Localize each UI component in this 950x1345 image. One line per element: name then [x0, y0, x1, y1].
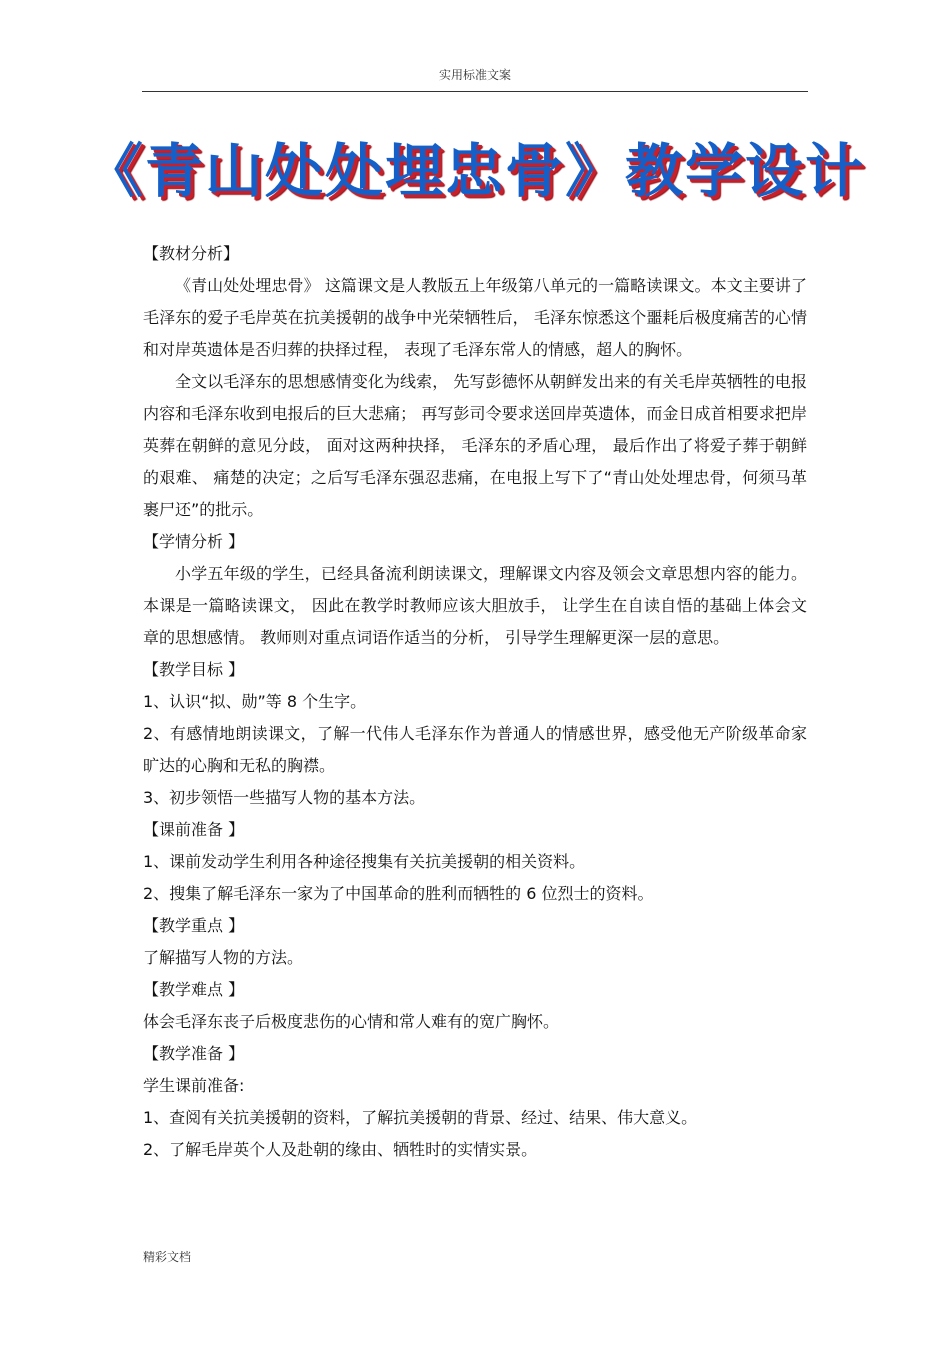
- document-title: 《青山处处埋忠骨》教学设计: [84, 137, 865, 205]
- page-header-text: 实用标准文案: [438, 68, 511, 82]
- section-heading-key-point: 【教学重点 】: [143, 916, 245, 935]
- difficulty-text: 体会毛泽东丧子后极度悲伤的心情和常人难有的宽广胸怀。: [143, 1012, 560, 1031]
- teaching-goal-item: 2、有感情地朗读课文，了解一代伟人毛泽东作为普通人的情感世界，感受他无产阶级革命家旷达的心胸和无私的胸襟。: [143, 724, 807, 775]
- document-body: [143, 238, 807, 1166]
- teaching-preparation-item: 2、了解毛岸英个人及赴朝的缘由、牺牲时的实情实景。: [143, 1140, 538, 1159]
- material-analysis-paragraph-1: 《青山处处埋忠骨》 这篇课文是人教版五上年级第八单元的一篇略读课文。本文主要讲了毛泽东的爱子毛岸英在抗美援朝的战争中光荣牺牲后， 毛泽东惊悉这个噩耗后极度痛苦的心情和对岸英遗体是否归葬的抉择过程， 表现了毛泽东常人的情感，超人的胸怀。: [143, 276, 807, 359]
- teaching-preparation-item: 1、查阅有关抗美援朝的资料，了解抗美援朝的背景、经过、结果、伟大意义。: [143, 1108, 698, 1127]
- teaching-goal-item: 1、认识“拟、勋”等 8 个生字。: [143, 692, 367, 711]
- section-heading-difficulty: 【教学难点 】: [143, 980, 245, 999]
- teaching-preparation-subheading: 学生课前准备:: [143, 1076, 245, 1095]
- section-heading-student-analysis: 【学情分析 】: [143, 532, 245, 551]
- section-heading-preparation-before-class: 【课前准备 】: [143, 820, 245, 839]
- section-heading-material-analysis: 【教材分析】: [143, 244, 240, 263]
- student-analysis-paragraph: 小学五年级的学生，已经具备流利朗读课文，理解课文内容及领会文章思想内容的能力。 本课是一篇略读课文， 因此在教学时教师应该大胆放手， 让学生在自读自悟的基础上体会文章的思想感情。 教师则对重点词语作适当的分析， 引导学生理解更深一层的意思。: [143, 564, 807, 647]
- section-heading-teaching-goals: 【教学目标 】: [143, 660, 245, 679]
- header-divider: [142, 91, 808, 92]
- preparation-item: 1、课前发动学生利用各种途径搜集有关抗美援朝的相关资料。: [143, 852, 586, 871]
- material-analysis-paragraph-2: 全文以毛泽东的思想感情变化为线索， 先写彭德怀从朝鲜发出来的有关毛岸英牺牲的电报内容和毛泽东收到电报后的巨大悲痛； 再写彭司令要求送回岸英遗体，而金日成首相要求把岸英葬在朝鲜的意见分歧， 面对这两种抉择， 毛泽东的矛盾心理， 最后作出了将爱子葬于朝鲜的艰难、 痛楚的决定；之后写毛泽东强忍悲痛，在电报上写下了“青山处处埋忠骨，何须马革裹尸还”的批示。: [143, 372, 807, 519]
- teaching-goal-item: 3、初步领悟一些描写人物的基本方法。: [143, 788, 426, 807]
- preparation-item: 2、搜集了解毛泽东一家为了中国革命的胜利而牺牲的 6 位烈士的资料。: [143, 884, 654, 903]
- key-point-text: 了解描写人物的方法。: [143, 948, 304, 967]
- section-heading-teaching-preparation: 【教学准备 】: [143, 1044, 245, 1063]
- page-footer-text: 精彩文档: [143, 1250, 192, 1264]
